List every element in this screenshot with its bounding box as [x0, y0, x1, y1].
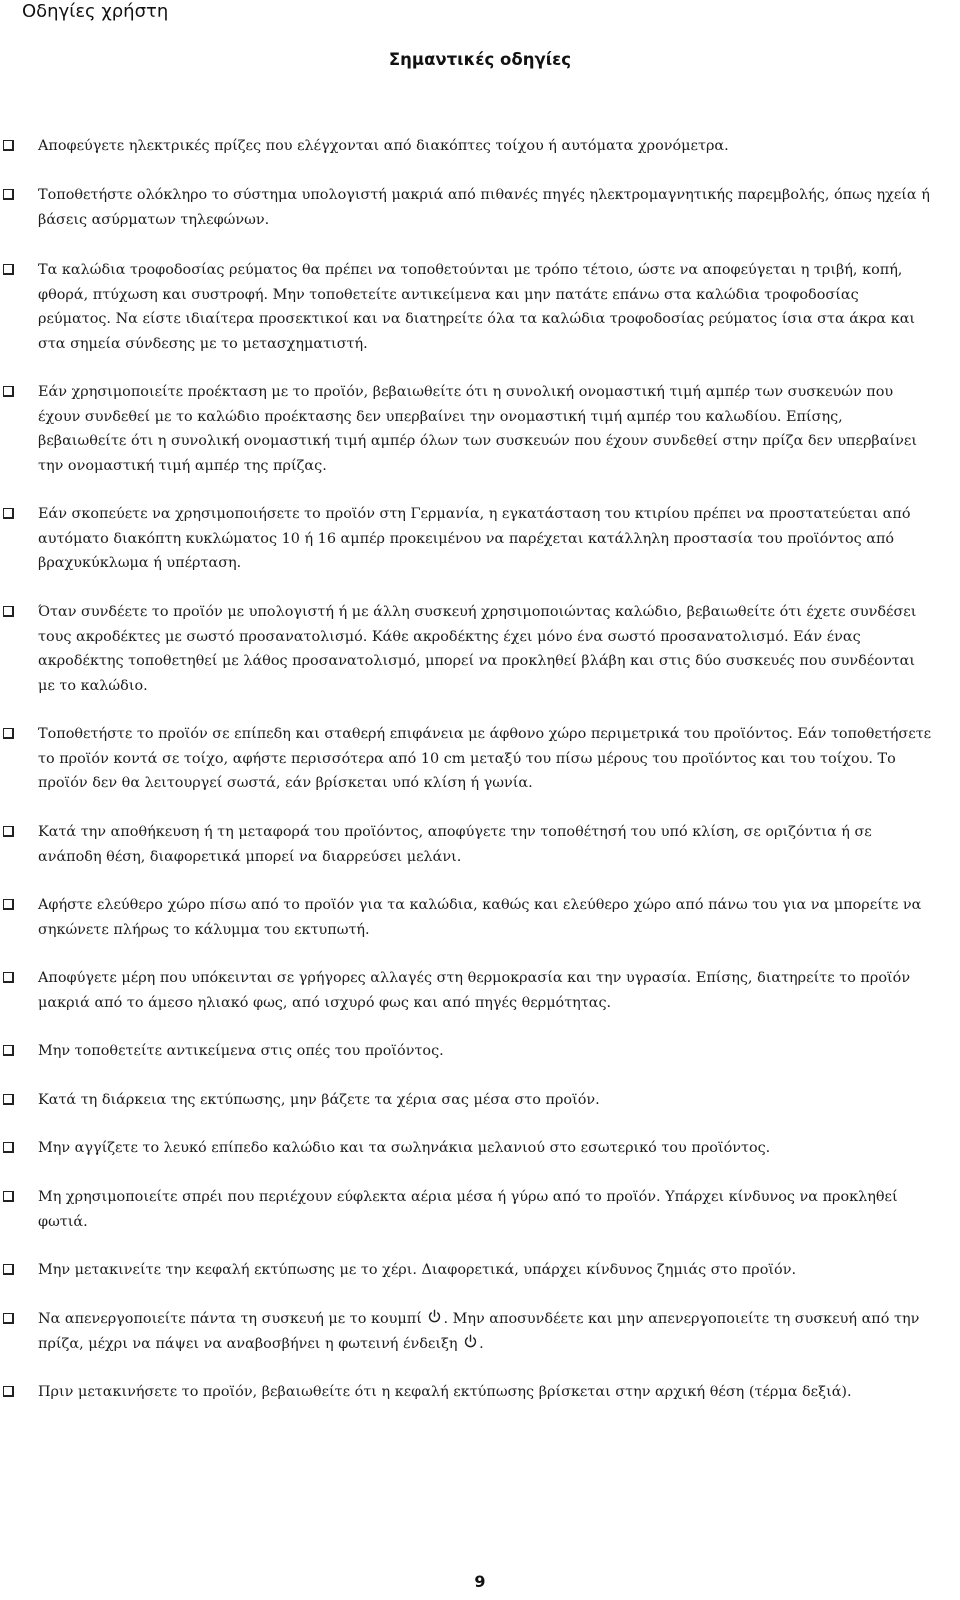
list-item-text: Αποφεύγετε ηλεκτρικές πρίζες που ελέγχονται από διακόπτες τοίχου ή αυτόματα χρονόμετρα. [38, 138, 729, 154]
list-item-text: Μην μετακινείτε την κεφαλή εκτύπωσης με το χέρι. Διαφορετικά, υπάρχει κίνδυνος ζημιάς στο προϊόν. [38, 1262, 797, 1278]
list-item-text: Αποφύγετε μέρη που υπόκεινται σε γρήγορες αλλαγές στη θερμοκρασία και την υγρασία. Επίσης, διατηρείτε το προϊόν μακριά από το άμεσο ηλιακό φως, από ισχυρό φως και από πηγές θερμότητας. [38, 970, 911, 1011]
checkbox-icon [3, 1191, 14, 1202]
list-item-text [38, 1307, 934, 1356]
section-heading: Σημαντικές οδηγίες [388, 50, 572, 69]
document-header-title: Οδηγίες χρήστη [22, 1, 169, 22]
list-item-text: Πριν μετακινήσετε το προϊόν, βεβαιωθείτε ότι η κεφαλή εκτύπωσης βρίσκεται στην αρχική θέση (τέρμα δεξιά). [38, 1384, 852, 1400]
list-item-text: Μην τοποθετείτε αντικείμενα στις οπές του προϊόντος. [38, 1043, 444, 1059]
list-item-text: Όταν συνδέετε το προϊόν με υπολογιστή ή με άλλη συσκευή χρησιμοποιώντας καλώδιο, βεβαιωθείτε ότι έχετε συνδέσει τους ακροδέκτες με σωστό προσανατολισμό. Κάθε ακροδέκτης έχει μόνο ένα σωστό προσανατολισμό. Εάν ένας ακροδέκτης τοποθετηθεί με λάθος προσανατολισμό, μπορεί να προκληθεί βλάβη και στις δύο συσκευές που συνδέονται με το καλώδιο. [38, 604, 917, 694]
checkbox-icon [3, 728, 14, 739]
list-item-text: Τοποθετήστε ολόκληρο το σύστημα υπολογιστή μακριά από πιθανές πηγές ηλεκτρομαγνητικής παρεμβολής, όπως ηχεία ή βάσεις ασύρματων τηλεφώνων. [38, 187, 930, 228]
list-item-text: Τα καλώδια τροφοδοσίας ρεύματος θα πρέπει να τοποθετούνται με τρόπο τέτοιο, ώστε να αποφεύγεται η τριβή, κοπή, φθορά, πτύχωση και συστροφή. Μην τοποθετείτε αντικείμενα και μην πατάτε επάνω στα καλώδια τροφοδοσίας ρεύματος. Να είστε ιδιαίτερα προσεκτικοί και να διατηρείτε όλα τα καλώδια τροφοδοσίας ρεύματος ίσια στα άκρα και στα σημεία σύνδεσης με το μετασχηματιστή. [38, 262, 916, 352]
list-item-text: Εάν σκοπεύετε να χρησιμοποιήσετε το προϊόν στη Γερμανία, η εγκατάσταση του κτιρίου πρέπει να προστατεύεται από αυτόματο διακόπτη κυκλώματος 10 ή 16 αμπέρ προκειμένου να παρέχεται κατάλληλη προστασία του προϊόντος από βραχυκύκλωμα ή υπέρταση. [38, 506, 911, 571]
checkbox-icon [3, 386, 14, 397]
list-item-text-part: . [479, 1335, 484, 1352]
checkbox-icon [3, 1264, 14, 1275]
checkbox-icon [3, 606, 14, 617]
checkbox-icon [3, 1313, 14, 1324]
checkbox-icon [3, 1094, 14, 1105]
list-item-text: Κατά την αποθήκευση ή τη μεταφορά του προϊόντος, αποφύγετε την τοποθέτησή του υπό κλίση, σε οριζόντια ή σε ανάποδη θέση, διαφορετικά μπορεί να διαρρεύσει μελάνι. [38, 824, 872, 865]
list-item-text: Μην αγγίζετε το λευκό επίπεδο καλώδιο και τα σωληνάκια μελανιού στο εσωτερικό του προϊόντος. [38, 1140, 771, 1156]
checkbox-icon [3, 1142, 14, 1153]
checkbox-icon [3, 1386, 14, 1397]
checkbox-icon [3, 140, 14, 151]
power-icon [427, 1309, 442, 1324]
list-item-text: Αφήστε ελεύθερο χώρο πίσω από το προϊόν για τα καλώδια, καθώς και ελεύθερο χώρο από πάνω του για να μπορείτε να σηκώνετε πλήρως το κάλυμμα του εκτυπωτή. [38, 897, 922, 938]
list-item-text: Κατά τη διάρκεια της εκτύπωσης, μην βάζετε τα χέρια σας μέσα στο προϊόν. [38, 1092, 600, 1108]
page-number: 9 [474, 1572, 486, 1591]
checkbox-icon [3, 826, 14, 837]
list-item-text-part: . Μην αποσυνδέετε και μην απενεργοποιείτε τη συσκευή από την πρίζα, μέχρι να πάψει να αναβοσβήνει η φωτεινή ένδειξη [38, 1311, 920, 1352]
list-item-text: Μη χρησιμοποιείτε σπρέι που περιέχουν εύφλεκτα αέρια μέσα ή γύρω από το προϊόν. Υπάρχει κίνδυνος να προκληθεί φωτιά. [38, 1189, 898, 1230]
checkbox-icon [3, 1045, 14, 1056]
checkbox-icon [3, 899, 14, 910]
list-item-text: Τοποθετήστε το προϊόν σε επίπεδη και σταθερή επιφάνεια με άφθονο χώρο περιμετρικά του προϊόντος. Εάν τοποθετήσετε το προϊόν κοντά σε τοίχο, αφήστε περισσότερα από 10 cm μεταξύ του πίσω μέρους του προϊόντος και του τοίχου. Το προϊόν δεν θα λειτουργεί σωστά, εάν βρίσκεται υπό κλίση ή γωνία. [38, 726, 932, 791]
checkbox-icon [3, 189, 14, 200]
checkbox-icon [3, 972, 14, 983]
list-item-text-part: Να απενεργοποιείτε πάντα τη συσκευή με το κουμπί [38, 1311, 427, 1327]
list-item-text: Εάν χρησιμοποιείτε προέκταση με το προϊόν, βεβαιωθείτε ότι η συνολική ονομαστική τιμή αμπέρ των συσκευών που έχουν συνδεθεί με το καλώδιο προέκτασης δεν υπερβαίνει την ονομαστική τιμή αμπέρ του καλωδίου. Επίσης, βεβαιωθείτε ότι η συνολική ονομαστική τιμή αμπέρ όλων των συσκευών που έχουν συνδεθεί στην πρίζα δεν υπερβαίνει την ονομαστική τιμή αμπέρ της πρίζας. [38, 384, 917, 474]
power-icon [463, 1334, 478, 1349]
checkbox-icon [3, 264, 14, 275]
checkbox-icon [3, 508, 14, 519]
